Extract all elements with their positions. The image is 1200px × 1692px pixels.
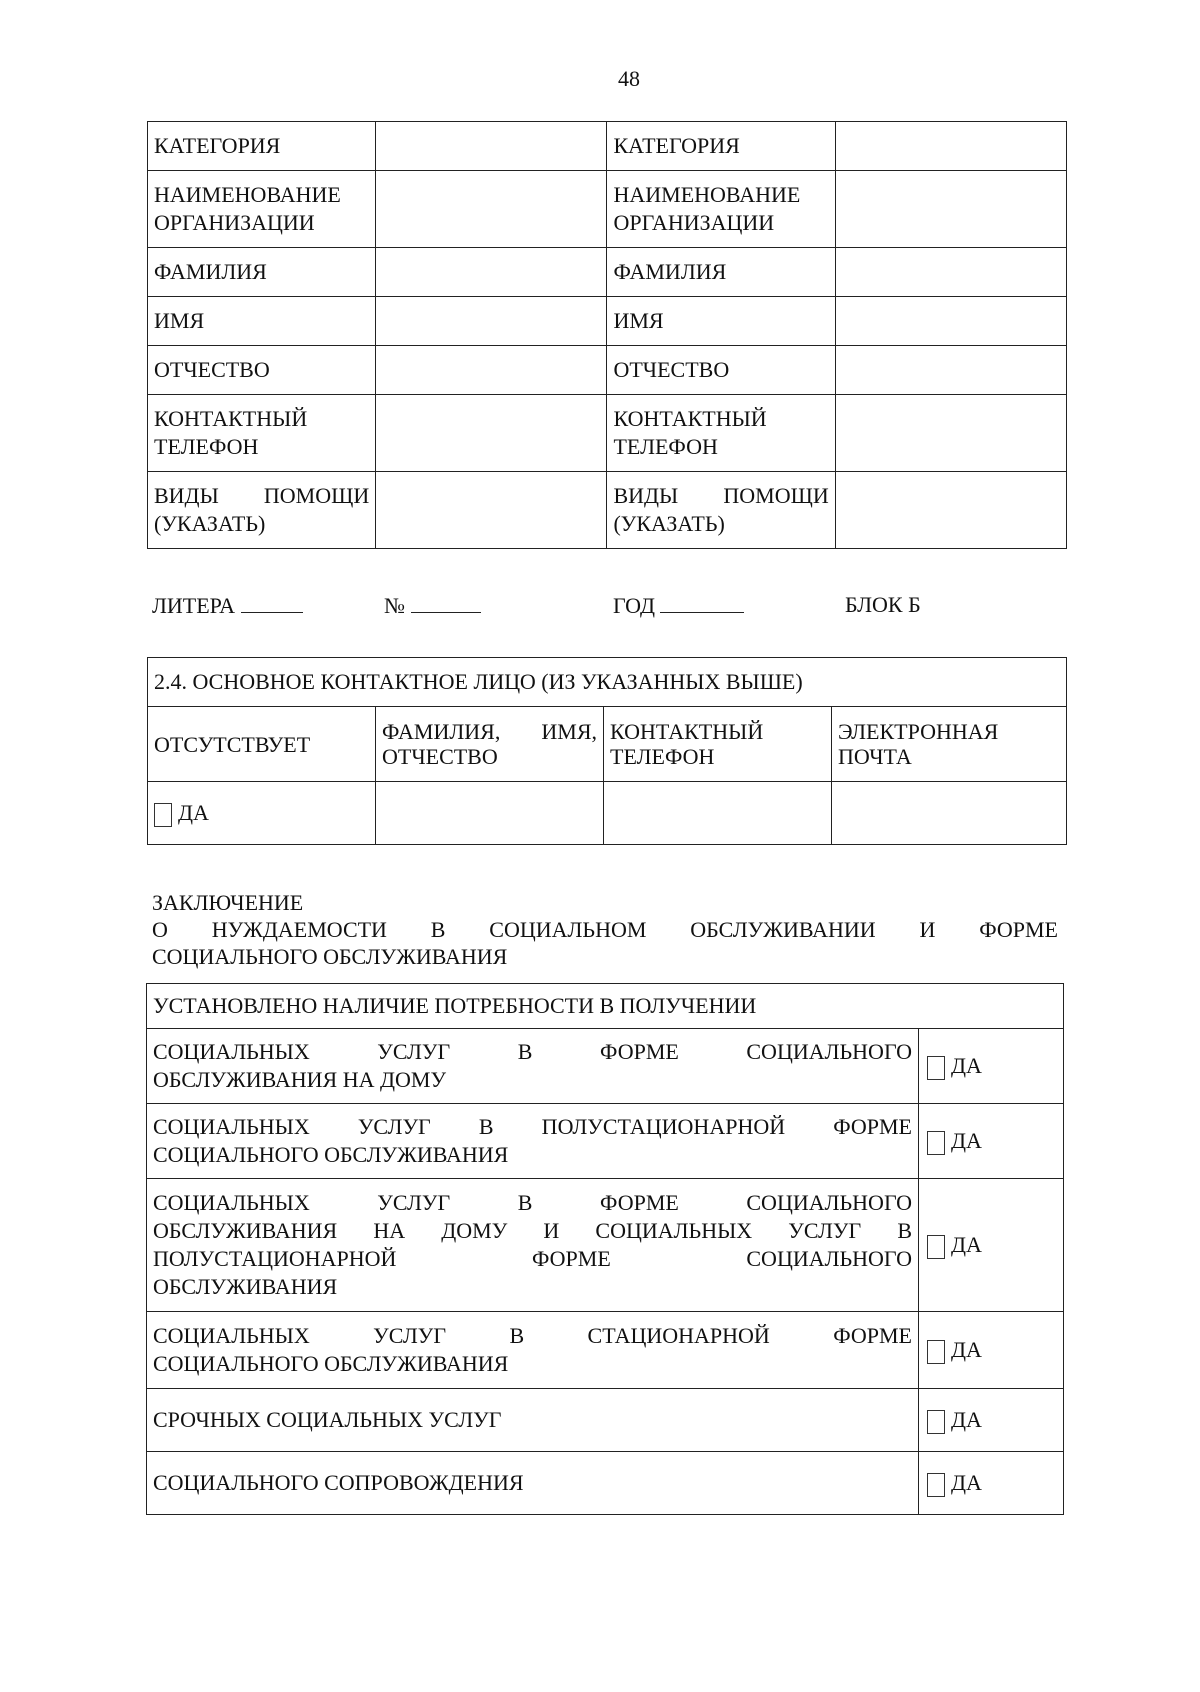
column-header: ЭЛЕКТРОННАЯ ПОЧТА bbox=[832, 707, 1067, 782]
page-number: 48 bbox=[618, 66, 640, 91]
need-line: ОБСЛУЖИВАНИЯ bbox=[153, 1274, 338, 1299]
need-line: СОЦИАЛЬНЫХ УСЛУГ В СТАЦИОНАРНОЙ ФОРМЕ bbox=[153, 1323, 912, 1348]
need-flag bbox=[919, 1389, 1064, 1452]
block-label: БЛОК Б bbox=[845, 592, 921, 617]
checkbox-label: ДА bbox=[178, 800, 209, 825]
value-cell[interactable] bbox=[376, 248, 607, 297]
table-row bbox=[147, 1104, 1064, 1179]
checkbox-label: ДА bbox=[951, 1407, 982, 1432]
needs-header: УСТАНОВЛЕНО НАЛИЧИЕ ПОТРЕБНОСТИ В ПОЛУЧЕНИИ bbox=[147, 984, 1064, 1029]
table-row bbox=[148, 658, 1067, 707]
checkbox-label: ДА bbox=[951, 1053, 982, 1078]
table-row bbox=[148, 346, 1067, 395]
column-header: ОТСУТСТВУЕТ bbox=[148, 707, 376, 782]
checkbox-label: ДА bbox=[951, 1470, 982, 1495]
checkbox[interactable] bbox=[927, 1473, 945, 1497]
checkbox-label: ДА bbox=[951, 1128, 982, 1153]
row-label: КАТЕГОРИЯ bbox=[148, 122, 376, 171]
table-row bbox=[147, 1029, 1064, 1104]
need-line: СОЦИАЛЬНЫХ УСЛУГ В ФОРМЕ СОЦИАЛЬНОГО bbox=[153, 1039, 912, 1064]
checkbox[interactable] bbox=[927, 1340, 945, 1364]
need-flag bbox=[919, 1179, 1064, 1312]
need-line: СОЦИАЛЬНОГО ОБСЛУЖИВАНИЯ bbox=[153, 1351, 509, 1376]
row-label: ИМЯ bbox=[148, 297, 376, 346]
table-header-row bbox=[147, 984, 1064, 1029]
email-cell[interactable] bbox=[832, 782, 1067, 845]
row-label: ИМЯ bbox=[607, 297, 835, 346]
phone-cell[interactable] bbox=[604, 782, 832, 845]
litera-blank[interactable] bbox=[241, 592, 303, 613]
need-line: ПОЛУСТАЦИОНАРНОЙ ФОРМЕ СОЦИАЛЬНОГО bbox=[153, 1246, 912, 1271]
table-row bbox=[148, 122, 1067, 171]
number-blank[interactable] bbox=[411, 592, 481, 613]
row-label: НАИМЕНОВАНИЕ ОРГАНИЗАЦИИ bbox=[148, 171, 376, 248]
value-cell[interactable] bbox=[835, 248, 1066, 297]
checkbox[interactable] bbox=[927, 1131, 945, 1155]
value-cell[interactable] bbox=[376, 346, 607, 395]
conclusion-line: СОЦИАЛЬНОГО ОБСЛУЖИВАНИЯ bbox=[152, 944, 508, 969]
number-label: № bbox=[384, 593, 405, 618]
value-cell[interactable] bbox=[376, 297, 607, 346]
need-flag bbox=[919, 1312, 1064, 1389]
litera-label: ЛИТЕРА bbox=[152, 593, 235, 618]
need-text bbox=[147, 1389, 919, 1452]
name-cell[interactable] bbox=[376, 782, 604, 845]
need-text bbox=[147, 1104, 919, 1179]
checkbox-label: ДА bbox=[951, 1232, 982, 1257]
value-cell[interactable] bbox=[376, 122, 607, 171]
table-row bbox=[148, 472, 1067, 549]
value-cell[interactable] bbox=[376, 395, 607, 472]
number-field bbox=[384, 592, 481, 619]
value-cell[interactable] bbox=[835, 122, 1066, 171]
value-cell[interactable] bbox=[376, 171, 607, 248]
need-flag bbox=[919, 1029, 1064, 1104]
row-label: ВИДЫ ПОМОЩИ (УКАЗАТЬ) bbox=[607, 472, 835, 549]
table-row bbox=[148, 171, 1067, 248]
value-cell[interactable] bbox=[835, 171, 1066, 248]
conclusion-heading bbox=[152, 889, 1058, 970]
need-line: СОЦИАЛЬНЫХ УСЛУГ В ПОЛУСТАЦИОНАРНОЙ ФОРМЕ bbox=[153, 1114, 912, 1139]
checkbox[interactable] bbox=[927, 1056, 945, 1080]
table-row bbox=[147, 1389, 1064, 1452]
checkbox[interactable] bbox=[927, 1235, 945, 1259]
row-label: КАТЕГОРИЯ bbox=[607, 122, 835, 171]
need-line: СОЦИАЛЬНОГО СОПРОВОЖДЕНИЯ bbox=[153, 1470, 524, 1495]
absent-cell bbox=[148, 782, 376, 845]
value-cell[interactable] bbox=[835, 346, 1066, 395]
checkbox[interactable] bbox=[927, 1410, 945, 1434]
row-label: ОТЧЕСТВО bbox=[607, 346, 835, 395]
checkbox-label: ДА bbox=[951, 1337, 982, 1362]
need-line: СОЦИАЛЬНОГО ОБСЛУЖИВАНИЯ bbox=[153, 1142, 509, 1167]
row-label: ФАМИЛИЯ bbox=[148, 248, 376, 297]
year-field bbox=[613, 592, 744, 619]
row-label: КОНТАКТНЫЙ ТЕЛЕФОН bbox=[607, 395, 835, 472]
table-row bbox=[148, 782, 1067, 845]
need-text bbox=[147, 1452, 919, 1515]
value-cell[interactable] bbox=[376, 472, 607, 549]
value-cell[interactable] bbox=[835, 472, 1066, 549]
table-row bbox=[147, 1452, 1064, 1515]
row-label: ФАМИЛИЯ bbox=[607, 248, 835, 297]
row-label: КОНТАКТНЫЙ ТЕЛЕФОН bbox=[148, 395, 376, 472]
value-cell[interactable] bbox=[835, 297, 1066, 346]
table-row bbox=[148, 297, 1067, 346]
need-flag bbox=[919, 1452, 1064, 1515]
year-label: ГОД bbox=[613, 593, 655, 618]
row-label: ОТЧЕСТВО bbox=[148, 346, 376, 395]
table-row bbox=[147, 1312, 1064, 1389]
table-header-row bbox=[148, 707, 1067, 782]
year-blank[interactable] bbox=[660, 592, 744, 613]
row-label: ВИДЫ ПОМОЩИ (УКАЗАТЬ) bbox=[148, 472, 376, 549]
need-text bbox=[147, 1029, 919, 1104]
table-row bbox=[148, 395, 1067, 472]
needs-table bbox=[146, 983, 1064, 1515]
need-text bbox=[147, 1179, 919, 1312]
table-row bbox=[148, 248, 1067, 297]
row-label: НАИМЕНОВАНИЕ ОРГАНИЗАЦИИ bbox=[607, 171, 835, 248]
conclusion-line: О НУЖДАЕМОСТИ В СОЦИАЛЬНОМ ОБСЛУЖИВАНИИ И ФОРМЕ bbox=[152, 917, 1058, 942]
column-header: КОНТАКТНЫЙ ТЕЛЕФОН bbox=[604, 707, 832, 782]
conclusion-title: ЗАКЛЮЧЕНИЕ bbox=[152, 890, 304, 915]
contacts-table bbox=[147, 121, 1067, 549]
column-header: ФАМИЛИЯ, ИМЯ, ОТЧЕСТВО bbox=[376, 707, 604, 782]
need-line: ОБСЛУЖИВАНИЯ НА ДОМУ bbox=[153, 1067, 447, 1092]
litera-field bbox=[152, 592, 303, 619]
absent-option bbox=[154, 799, 369, 827]
checkbox[interactable] bbox=[154, 803, 172, 827]
need-line: СРОЧНЫХ СОЦИАЛЬНЫХ УСЛУГ bbox=[153, 1407, 502, 1432]
main-contact-table bbox=[147, 657, 1067, 845]
need-line: СОЦИАЛЬНЫХ УСЛУГ В ФОРМЕ СОЦИАЛЬНОГО bbox=[153, 1190, 912, 1215]
need-text bbox=[147, 1312, 919, 1389]
section-title: 2.4. ОСНОВНОЕ КОНТАКТНОЕ ЛИЦО (ИЗ УКАЗАННЫХ ВЫШЕ) bbox=[148, 658, 1067, 707]
need-line: ОБСЛУЖИВАНИЯ НА ДОМУ И СОЦИАЛЬНЫХ УСЛУГ В bbox=[153, 1218, 912, 1243]
table-row bbox=[147, 1179, 1064, 1312]
value-cell[interactable] bbox=[835, 395, 1066, 472]
need-flag bbox=[919, 1104, 1064, 1179]
